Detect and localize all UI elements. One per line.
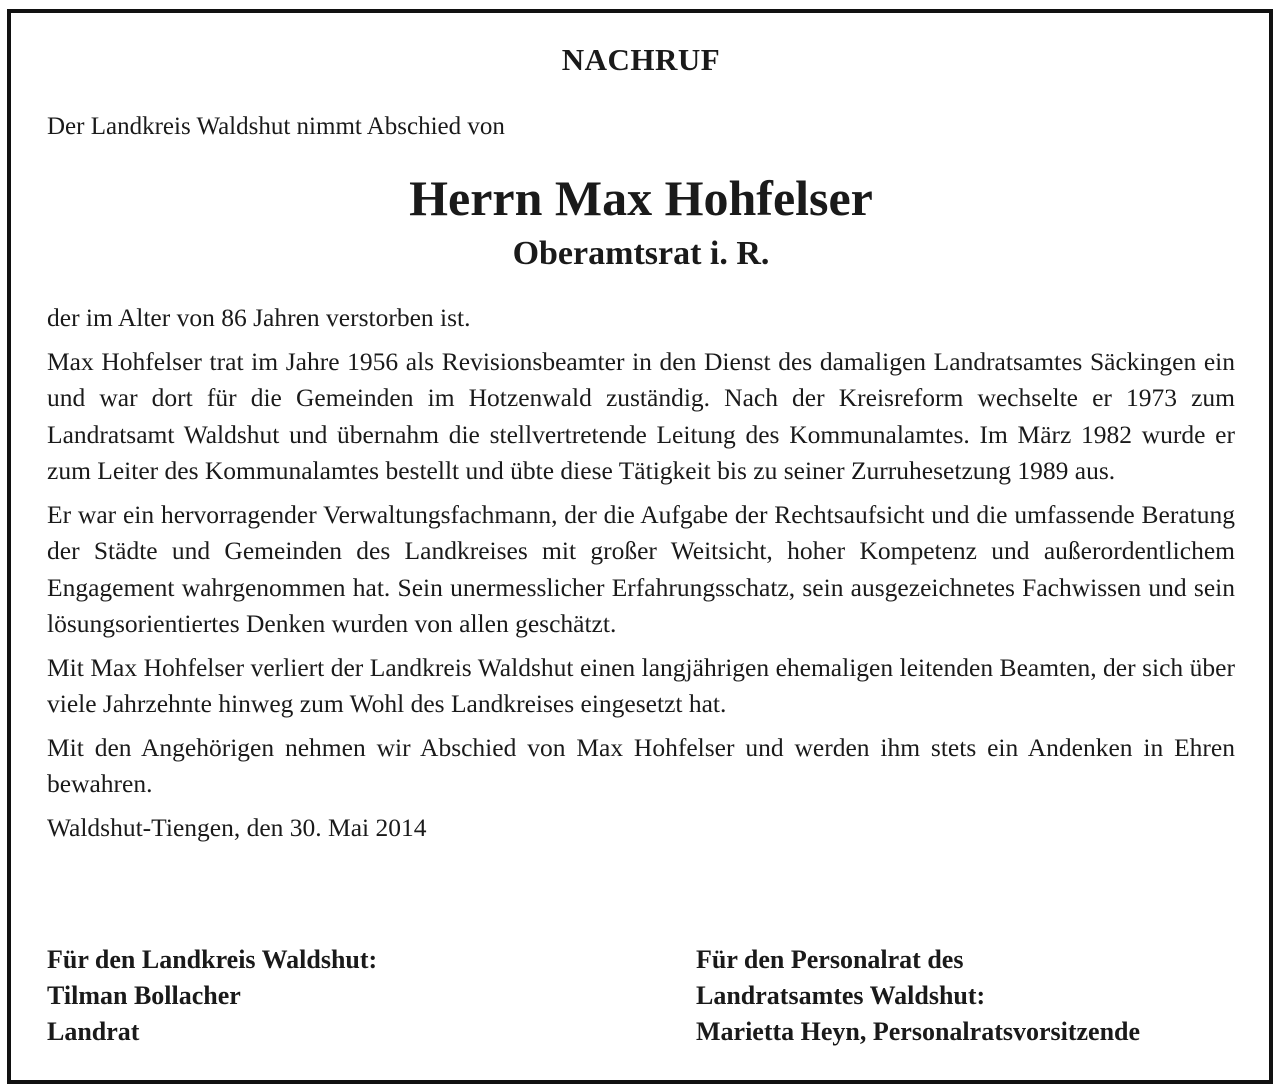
signature-line: Marietta Heyn, Personalratsvorsitzende — [696, 1017, 1141, 1046]
intro-line: Der Landkreis Waldshut nimmt Abschied von — [47, 113, 505, 140]
place-and-date: Waldshut-Tiengen, den 30. Mai 2014 — [47, 812, 427, 842]
signature-line: Landratsamtes Waldshut: — [696, 981, 986, 1010]
signature-line: Für den Personalrat des — [696, 945, 964, 974]
body-paragraph: Mit Max Hohfelser verliert der Landkreis Waldshut einen langjährigen ehemaligen leitenden Beamten, der sich über viele Jahrzehnte hinweg zum Wohl des Landkreises eingesetzt hat. — [47, 652, 1235, 718]
obituary-body — [47, 300, 1235, 853]
signature-personalrat — [696, 942, 1256, 1050]
body-paragraph: Er war ein hervorragender Verwaltungsfachmann, der die Aufgabe der Rechtsaufsicht und die umfassende Beratung der Städte und Gemeinden des Landkreises mit großer Weitsicht, hoher Kompetenz und außerordentlichem Engagement wahrgenommen hat. Sein unermesslicher Erfahrungsschatz, sein ausgezeichnetes Fachwissen und sein lösungsorientiertes Denken wurden von allen geschätzt. — [47, 499, 1235, 638]
signature-line: Tilman Bollacher — [47, 981, 241, 1010]
body-paragraph: der im Alter von 86 Jahren verstorben ist. — [47, 303, 471, 332]
obituary-heading: NACHRUF — [561, 42, 721, 77]
deceased-name: Herrn Max Hohfelser — [409, 170, 873, 226]
signature-line: Für den Landkreis Waldshut: — [47, 945, 378, 974]
deceased-title: Oberamtsrat i. R. — [512, 235, 770, 272]
signature-landkreis — [47, 942, 647, 1050]
body-paragraph: Mit den Angehörigen nehmen wir Abschied von Max Hohfelser und werden ihm stets ein Andenken in Ehren bewahren. — [47, 732, 1235, 798]
body-paragraph: Max Hohfelser trat im Jahre 1956 als Revisionsbeamter in den Dienst des damaligen Landratsamtes Säckingen ein und war dort für die Gemeinden im Hotzenwald zuständig. Nach der Kreisreform wechselte er 1973 zum Landratsamt Waldshut und übernahm die stellvertretende Leitung des Kommunalamtes. Im März 1982 wurde er zum Leiter des Kommunalamtes bestellt und übte diese Tätigkeit bis zu seiner Zurruhesetzung 1989 aus. — [47, 346, 1235, 485]
signature-line: Landrat — [47, 1017, 140, 1046]
